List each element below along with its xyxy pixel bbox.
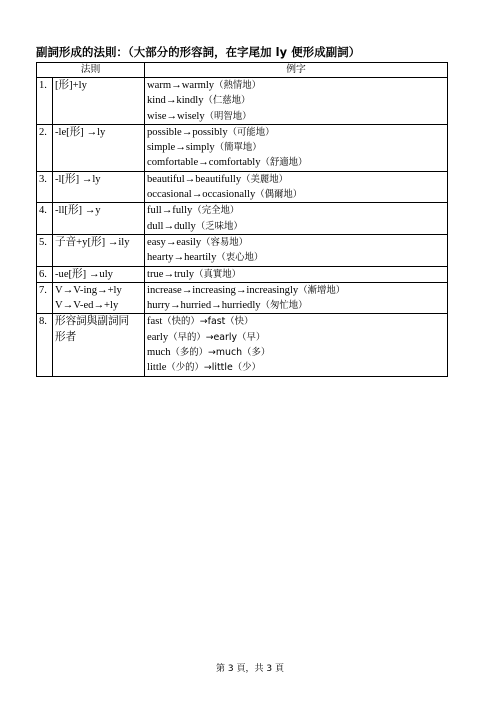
example-cell (145, 124, 448, 171)
example-text: occasional→occasionally（偶爾地） (147, 189, 303, 201)
example-text: hearty→heartily（衷心地） (147, 252, 264, 264)
example-cell (145, 171, 448, 203)
rule-cell (53, 234, 145, 266)
example-text: early（早的）→early（早） (147, 331, 266, 343)
rule-text: 形容詞與副詞同 (55, 316, 130, 328)
example-cell (145, 234, 448, 266)
example-text: wise→wisely（明智地） (147, 110, 252, 122)
rule-text: -le[形] →ly (55, 126, 106, 138)
example-text: increase→increasing→increasingly（漸增地） (147, 284, 346, 296)
rule-number: 3. (37, 171, 53, 203)
rule-text: [形]+ly (55, 80, 87, 91)
example-cell (145, 203, 448, 235)
table-row (37, 171, 448, 203)
page-title: 副詞形成的法則：（大部分的形容詞，在字尾加 ly 便形成副詞） (36, 45, 361, 59)
example-text: possible→possibly（可能地） (147, 126, 275, 138)
example-text: much（多的）→much（多） (147, 347, 271, 359)
example-text: dull→dully（乏味地） (147, 220, 243, 232)
rule-text: -ue[形] →uly (55, 268, 113, 280)
rule-cell (53, 314, 145, 376)
rule-cell (53, 124, 145, 171)
rule-text: 形者 (55, 331, 77, 343)
example-column-header: 例字 (145, 63, 448, 78)
example-text: beautiful→beautifully（美麗地） (147, 173, 289, 185)
rule-text: -l[形] →ly (55, 173, 101, 185)
rule-text: V→V-ing→+ly (55, 284, 122, 296)
rule-cell (53, 266, 145, 282)
example-text: comfortable→comfortably（舒適地） (147, 157, 308, 169)
example-text: true→truly（真實地） (147, 268, 241, 280)
rule-number: 5. (37, 234, 53, 266)
rule-cell (53, 171, 145, 203)
table-row (37, 282, 448, 314)
rule-text: 子音+y[形] →ily (55, 236, 130, 248)
table-row (37, 78, 448, 125)
rule-cell (53, 78, 145, 125)
example-text: easy→easily（容易地） (147, 236, 249, 248)
rule-cell (53, 282, 145, 314)
page-footer: 第 3 頁，共 3 頁 (216, 664, 284, 674)
example-text: warm→warmly（熱情地） (147, 80, 261, 91)
rule-text: -ll[形] →y (55, 205, 101, 217)
rule-number: 2. (37, 124, 53, 171)
example-cell (145, 266, 448, 282)
example-text: simple→simply（簡單地） (147, 142, 262, 154)
adverb-rules-table (36, 62, 448, 377)
rule-column-header: 法則 (37, 63, 145, 78)
rule-number: 6. (37, 266, 53, 282)
table-row (37, 234, 448, 266)
example-text: kind→kindly（仁慈地） (147, 95, 251, 107)
rule-text: V→V-ed→+ly (55, 300, 119, 312)
example-cell (145, 78, 448, 125)
rule-cell (53, 203, 145, 235)
table-row (37, 266, 448, 282)
example-text: fast（快的）→fast（快） (147, 316, 254, 328)
table-row (37, 314, 448, 376)
rule-number: 4. (37, 203, 53, 235)
rule-number: 7. (37, 282, 53, 314)
table-row (37, 203, 448, 235)
example-text: hurry→hurried→hurriedly（匆忙地） (147, 300, 308, 312)
example-text: full→fully（完全地） (147, 205, 240, 217)
example-cell (145, 282, 448, 314)
example-cell (145, 314, 448, 376)
table-header-row (37, 63, 448, 78)
table-row (37, 124, 448, 171)
rule-number: 1. (37, 78, 53, 125)
rule-number: 8. (37, 314, 53, 376)
example-text: little（少的）→little（少） (147, 362, 261, 374)
